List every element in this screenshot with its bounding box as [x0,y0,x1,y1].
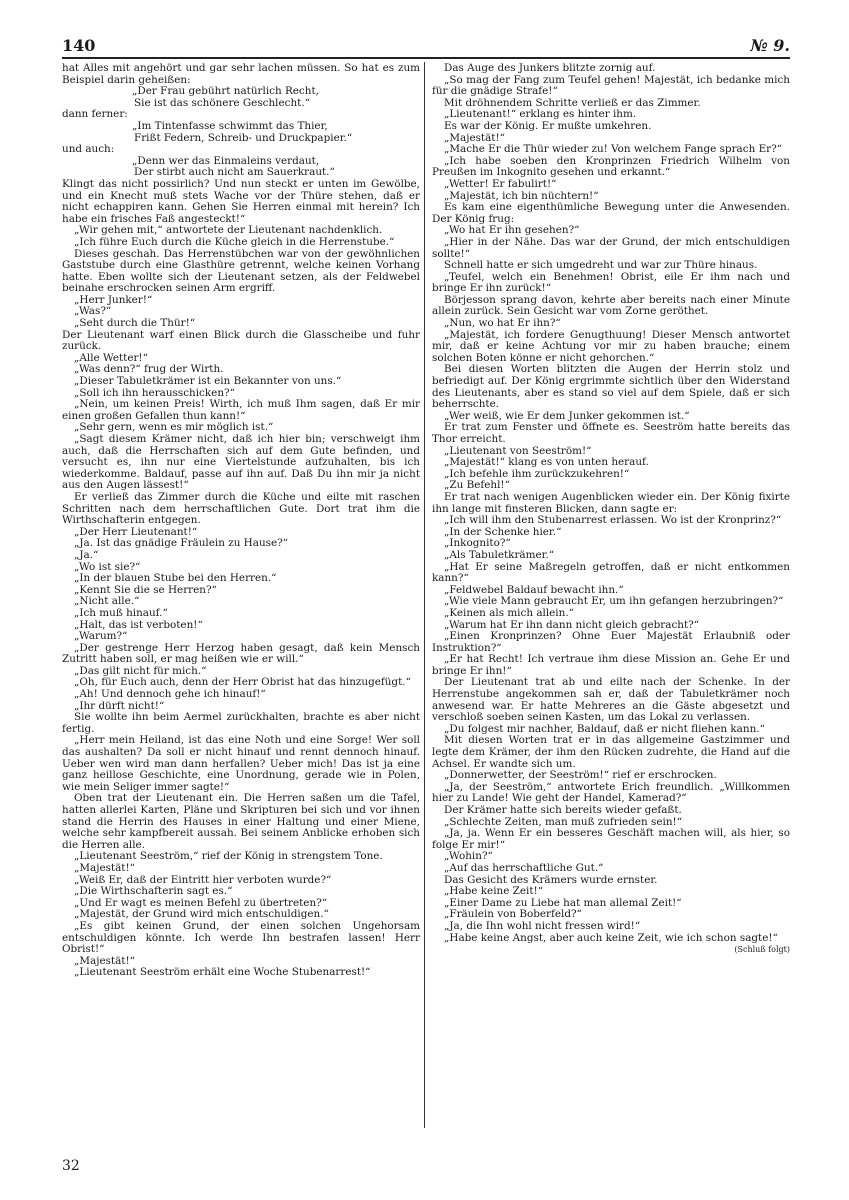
paragraph: „Majestät!“ [74,861,135,874]
paragraph: „Nein, um keinen Preis! Wirth, ich muß Ihm sagen, daß Er mir einen großen Gefallen thun kann!“ [62,398,420,422]
paragraph: „Majestät!“ klang es von unten herauf. [444,456,649,469]
paragraph: „Ja, ja. Wenn Er ein besseres Geschäft machen will, als hier, so folge Er mir!“ [432,827,790,851]
paragraph: „Lieutenant von Seeström!“ [444,444,592,457]
paragraph: Dieses geschah. Das Herrenstübchen war von der gewöhnlichen Gaststube durch eine Glasthüre getrennt, welche keinen Vorhang hatte. Eben wollte sich der Lieutenant setzen, als der Feldwebel beinahe erschrocken seinen Arm ergriff. [62,247,420,295]
paragraph: „Zu Befehl!“ [444,479,510,492]
issue-number: № 9. [750,36,790,55]
paragraph: Er trat zum Fenster und öffnete es. Seeström hatte bereits das Thor erreicht. [432,421,790,445]
paragraph: Das Gesicht des Krämers wurde ernster. [444,873,658,886]
paragraph: „Ich befehle ihm zurückzukehren!“ [444,467,630,480]
column-divider [424,62,425,1128]
paragraph: „Lieutenant Seeström,“ rief der König in strengstem Tone. [74,850,383,863]
paragraph: „Ich will ihm den Stubenarrest erlassen. Wo ist der Kronprinz?“ [444,514,782,527]
paragraph: „Wir gehen mit,“ antwortete der Lieutenant nachdenklich. [74,224,383,237]
paragraph: „Alle Wetter!“ [74,351,148,364]
paragraph: „Sehr gern, wenn es mir möglich ist.“ [74,421,274,434]
paragraph: dann ferner: [62,108,128,121]
paragraph: Es war der König. Er mußte umkehren. [444,119,652,132]
paragraph: Der Lieutenant trat ab und eilte nach der Schenke. In der Herrenstube angekommen sah er, daß der Tabuletkrämer noch anwesend war. Er hatte Mehreres an die Gäste abgesetzt und verschloß soeben seinen Kasten, um das Lokal zu verlassen. [432,676,790,724]
paragraph: „Kennt Sie die se Herren?“ [74,583,217,596]
paragraph: Der Lieutenant warf einen Blick durch die Glasscheibe und fuhr zurück. [62,328,420,353]
paragraph: Bei diesen Worten blitzten die Augen der Herrin stolz und befriedigt auf. Der König ergrimmte sichtlich über den Widerstand des Lieutenants, aber es stand so viel auf dem Spiele, daß er sich beherrschte. [432,363,790,411]
paragraph: „Majestät, ich fordere Genugthuung! Dieser Mensch antwortet mir, daß er keine Achtung vor mir zu haben brauche; einem solchen Boten könne er nicht gehorchen.“ [432,328,790,364]
paragraph: „Du folgest mir nachher, Baldauf, daß er nicht fliehen kann.“ [444,722,765,735]
paragraph: Sie ist das schönere Geschlecht.“ [134,96,310,109]
paragraph: „Wer weiß, wie Er dem Junker gekommen ist.“ [444,409,690,422]
paragraph: „Soll ich ihn herausschicken?“ [74,386,235,399]
paragraph: „Donnerwetter, der Seeström!“ rief er erschrocken. [444,769,717,782]
paragraph: „Ich habe soeben den Kronprinzen Friedrich Wilhelm von Preußen im Inkognito gesehen und erkannt.“ [432,154,790,179]
paragraph: „Ja. Ist das gnädige Fräulein zu Hause?“ [74,537,288,550]
paragraph: „Dieser Tabuletkrämer ist ein Bekannter von uns.“ [74,375,342,388]
paragraph: Es kam eine eigenthümliche Bewegung unter die Anwesenden. Der König frug: [432,201,790,225]
paragraph: „Als Tabuletkrämer.“ [444,548,555,561]
paragraph: „Ja, die Ihn wohl nicht fressen wird!“ [444,919,641,932]
paragraph: „Das gilt nicht für mich.“ [74,664,207,677]
paragraph: Er trat nach wenigen Augenblicken wieder ein. Der König fixirte ihn lange mit finsteren Blicken, dann sagte er: [432,490,790,515]
signature-mark: 32 [62,1158,80,1174]
paragraph: (Schluß folgt) [734,945,790,955]
paragraph: „Majestät!“ [74,954,135,967]
paragraph: „Warum hat Er ihn dann nicht gleich gebracht?“ [444,618,700,631]
paragraph: „Habe keine Angst, aber auch keine Zeit, wie ich schon sagte!“ [444,931,778,944]
paragraph: „Er hat Recht! Ich vertraue ihm diese Mission an. Gehe Er und bringe Er ihn!“ [432,653,790,677]
paragraph: „Einen Kronprinzen? Ohne Euer Majestät Erlaubniß oder Instruktion?“ [432,630,790,654]
paragraph: Klingt das nicht possirlich? Und nun steckt er unten im Gewölbe, und ein Knecht muß stets Wache vor der Thüre stehen, daß er nicht echappiren kann. Gehen Sie Herren einmal mit herein? Ich habe ein frisches Faß angesteckt!“ [62,177,420,225]
paragraph: „Habe keine Zeit!“ [444,885,544,898]
paragraph: „Was?“ [74,305,112,318]
paragraph: „Majestät, ich bin nüchtern!“ [444,189,599,202]
paragraph: „Herr mein Heiland, ist das eine Noth und eine Sorge! Wer soll das aushalten? Da soll er nicht hinauf und rennt dennoch hinauf. Ueber wen wird man dann herfallen? Ueber mich! Das ist ja eine ganz heillose Geschichte, eine Unordnung, gerade wie in Polen, wie mein Seliger immer sagte!“ [62,734,420,793]
paragraph: „Ich führe Euch durch die Küche gleich in die Herrenstube.“ [74,235,395,248]
paragraph: „Ja.“ [74,548,99,561]
paragraph: Oben trat der Lieutenant ein. Die Herren saßen um die Tafel, hatten allerlei Karten, Pläne und Skripturen bei sich und vor ihnen stand die Herrin des Hauses in einer Haltung und einer Miene, welche sehr kampfbereit aussah. Bei seinem Anblicke erhoben sich die Herren alle. [62,792,420,851]
paragraph: „Wetter! Er fabulirt!“ [444,177,557,190]
paragraph: Der stirbt auch nicht am Sauerkraut.“ [134,166,335,179]
page-number: 140 [62,36,96,55]
paragraph: „Ich muß hinauf.“ [74,606,168,619]
paragraph: „Lieutenant Seeström erhält eine Woche Stubenarrest!“ [74,966,371,979]
paragraph: „Nicht alle.“ [74,595,140,608]
paragraph: „Ja, der Seeström,“ antwortete Erich freundlich. „Willkommen hier zu Lande! Wie geht der Handel, Kamerad?“ [432,780,790,805]
paragraph: „Weiß Er, daß der Eintritt hier verboten wurde?“ [74,873,332,886]
paragraph: „Wie viele Mann gebraucht Er, um ihn gefangen herzubringen?“ [444,595,784,608]
paragraph: „In der blauen Stube bei den Herren.“ [74,572,277,585]
paragraph: „Majestät, der Grund wird mich entschuldigen.“ [74,908,329,921]
paragraph: Sie wollte ihn beim Aermel zurückhalten, brachte es aber nicht fertig. [62,711,420,735]
paragraph: „Wohin?“ [444,850,493,863]
paragraph: Schnell hatte er sich umgedreht und war zur Thüre hinaus. [444,259,758,272]
paragraph: „Feldwebel Baldauf bewacht ihn.“ [444,583,624,596]
paragraph: „Majestät!“ [444,131,505,144]
paragraph: „Denn wer das Einmaleins verdaut, [132,154,320,167]
paragraph: „Der Frau gebührt natürlich Recht, [132,85,319,98]
paragraph: „Mache Er die Thür wieder zu! Von welchem Fange sprach Er?“ [444,143,782,156]
paragraph: Mit dröhnendem Schritte verließ er das Zimmer. [444,96,701,109]
paragraph: „Wo ist sie?“ [74,560,141,573]
paragraph: „Die Wirthschafterin sagt es.“ [74,885,233,898]
paragraph: „Fräulein von Boberfeld?“ [444,908,582,921]
paragraph: „Ihr dürft nicht!“ [74,699,165,712]
paragraph: „Sagt diesem Krämer nicht, daß ich hier bin; verschweigt ihm auch, daß die Herrschaften sich auf dem Gute befinden, und versucht es, ihn nur eine Viertelstunde aufzuhalten, bis ich wiederkomme. Baldauf, passe auf ihn auf. Daß Du ihn mir ja nicht aus den Augen lässest!“ [62,433,420,492]
paragraph: hat Alles mit angehört und gar sehr lachen müssen. So hat es zum Beispiel darin geheißen: [62,63,420,86]
paragraph: „Teufel, welch ein Benehmen! Obrist, eile Er ihm nach und bringe Er ihn zurück!“ [432,270,790,295]
paragraph: „Halt, das ist verboten!“ [74,618,203,631]
paragraph: „Inkognito?“ [444,537,511,550]
paragraph: „So mag der Fang zum Teufel gehen! Majestät, ich bedanke mich für die gnädige Strafe!“ [432,73,790,98]
paragraph: „Auf das herrschaftliche Gut.“ [444,861,604,874]
paragraph: „Der gestrenge Herr Herzog haben gesagt, daß kein Mensch Zutritt haben soll, er mag heißen wie er will.“ [62,641,420,666]
paragraph: Frißt Federn, Schreib- und Druckpapier.“ [134,131,353,144]
paragraph: „Es gibt keinen Grund, der einen solchen Ungehorsam entschuldigen könnte. Ich werde Ihn bestrafen lassen! Herr Obrist!“ [62,919,420,956]
paragraph: Börjesson sprang davon, kehrte aber bereits nach einer Minute allein zurück. Sein Gesicht war vom Zorne geröthet. [432,293,790,318]
left-column [62,63,420,1131]
paragraph: Das Auge des Junkers blitzte zornig auf. [444,63,656,74]
paragraph: „Seht durch die Thür!“ [74,317,196,330]
paragraph: und auch: [62,143,115,156]
paragraph: „Lieutenant!“ erklang es hinter ihm. [444,108,637,121]
paragraph: „Oh, für Euch auch, denn der Herr Obrist hat das hinzugefügt.“ [74,676,411,689]
paragraph: „Schlechte Zeiten, man muß zufrieden sein!“ [444,815,683,828]
paragraph: „Der Herr Lieutenant!“ [74,525,198,538]
paragraph: Mit diesen Worten trat er in das allgemeine Gastzimmer und legte dem Krämer, der ihm den Rücken zudrehte, die Hand auf die Achsel. Er wandte sich um. [432,734,790,770]
paragraph: „Hier in der Nähe. Das war der Grund, der mich entschuldigen sollte!“ [432,235,790,260]
right-column [432,63,790,1131]
paragraph: „Keinen als mich allein.“ [444,606,574,619]
paragraph: „Nun, wo hat Er ihn?“ [444,317,561,330]
paragraph: Der Krämer hatte sich bereits wieder gefaßt. [444,804,682,816]
paragraph: „Was denn?“ frug der Wirth. [74,363,224,376]
header-rule [62,57,790,59]
paragraph: Er verließ das Zimmer durch die Küche und eilte mit raschen Schritten nach dem herrschaftlichen Gute. Dort trat ihm die Wirthschafterin entgegen. [62,490,420,527]
page-header [62,36,790,58]
paragraph: „Und Er wagt es meinen Befehl zu übertreten?“ [74,896,328,909]
paragraph: „Hat Er seine Maßregeln getroffen, daß er nicht entkommen kann?“ [432,560,790,585]
paragraph: „Ah! Und dennoch gehe ich hinauf!“ [74,688,266,701]
paragraph: „Warum?“ [74,630,128,643]
paragraph: „Im Tintenfasse schwimmt das Thier, [132,119,328,132]
paragraph: „In der Schenke hier.“ [444,525,562,538]
paragraph: „Wo hat Er ihn gesehen?“ [444,224,580,237]
paragraph: „Einer Dame zu Liebe hat man allemal Zeit!“ [444,896,682,909]
paragraph: „Herr Junker!“ [74,293,153,306]
